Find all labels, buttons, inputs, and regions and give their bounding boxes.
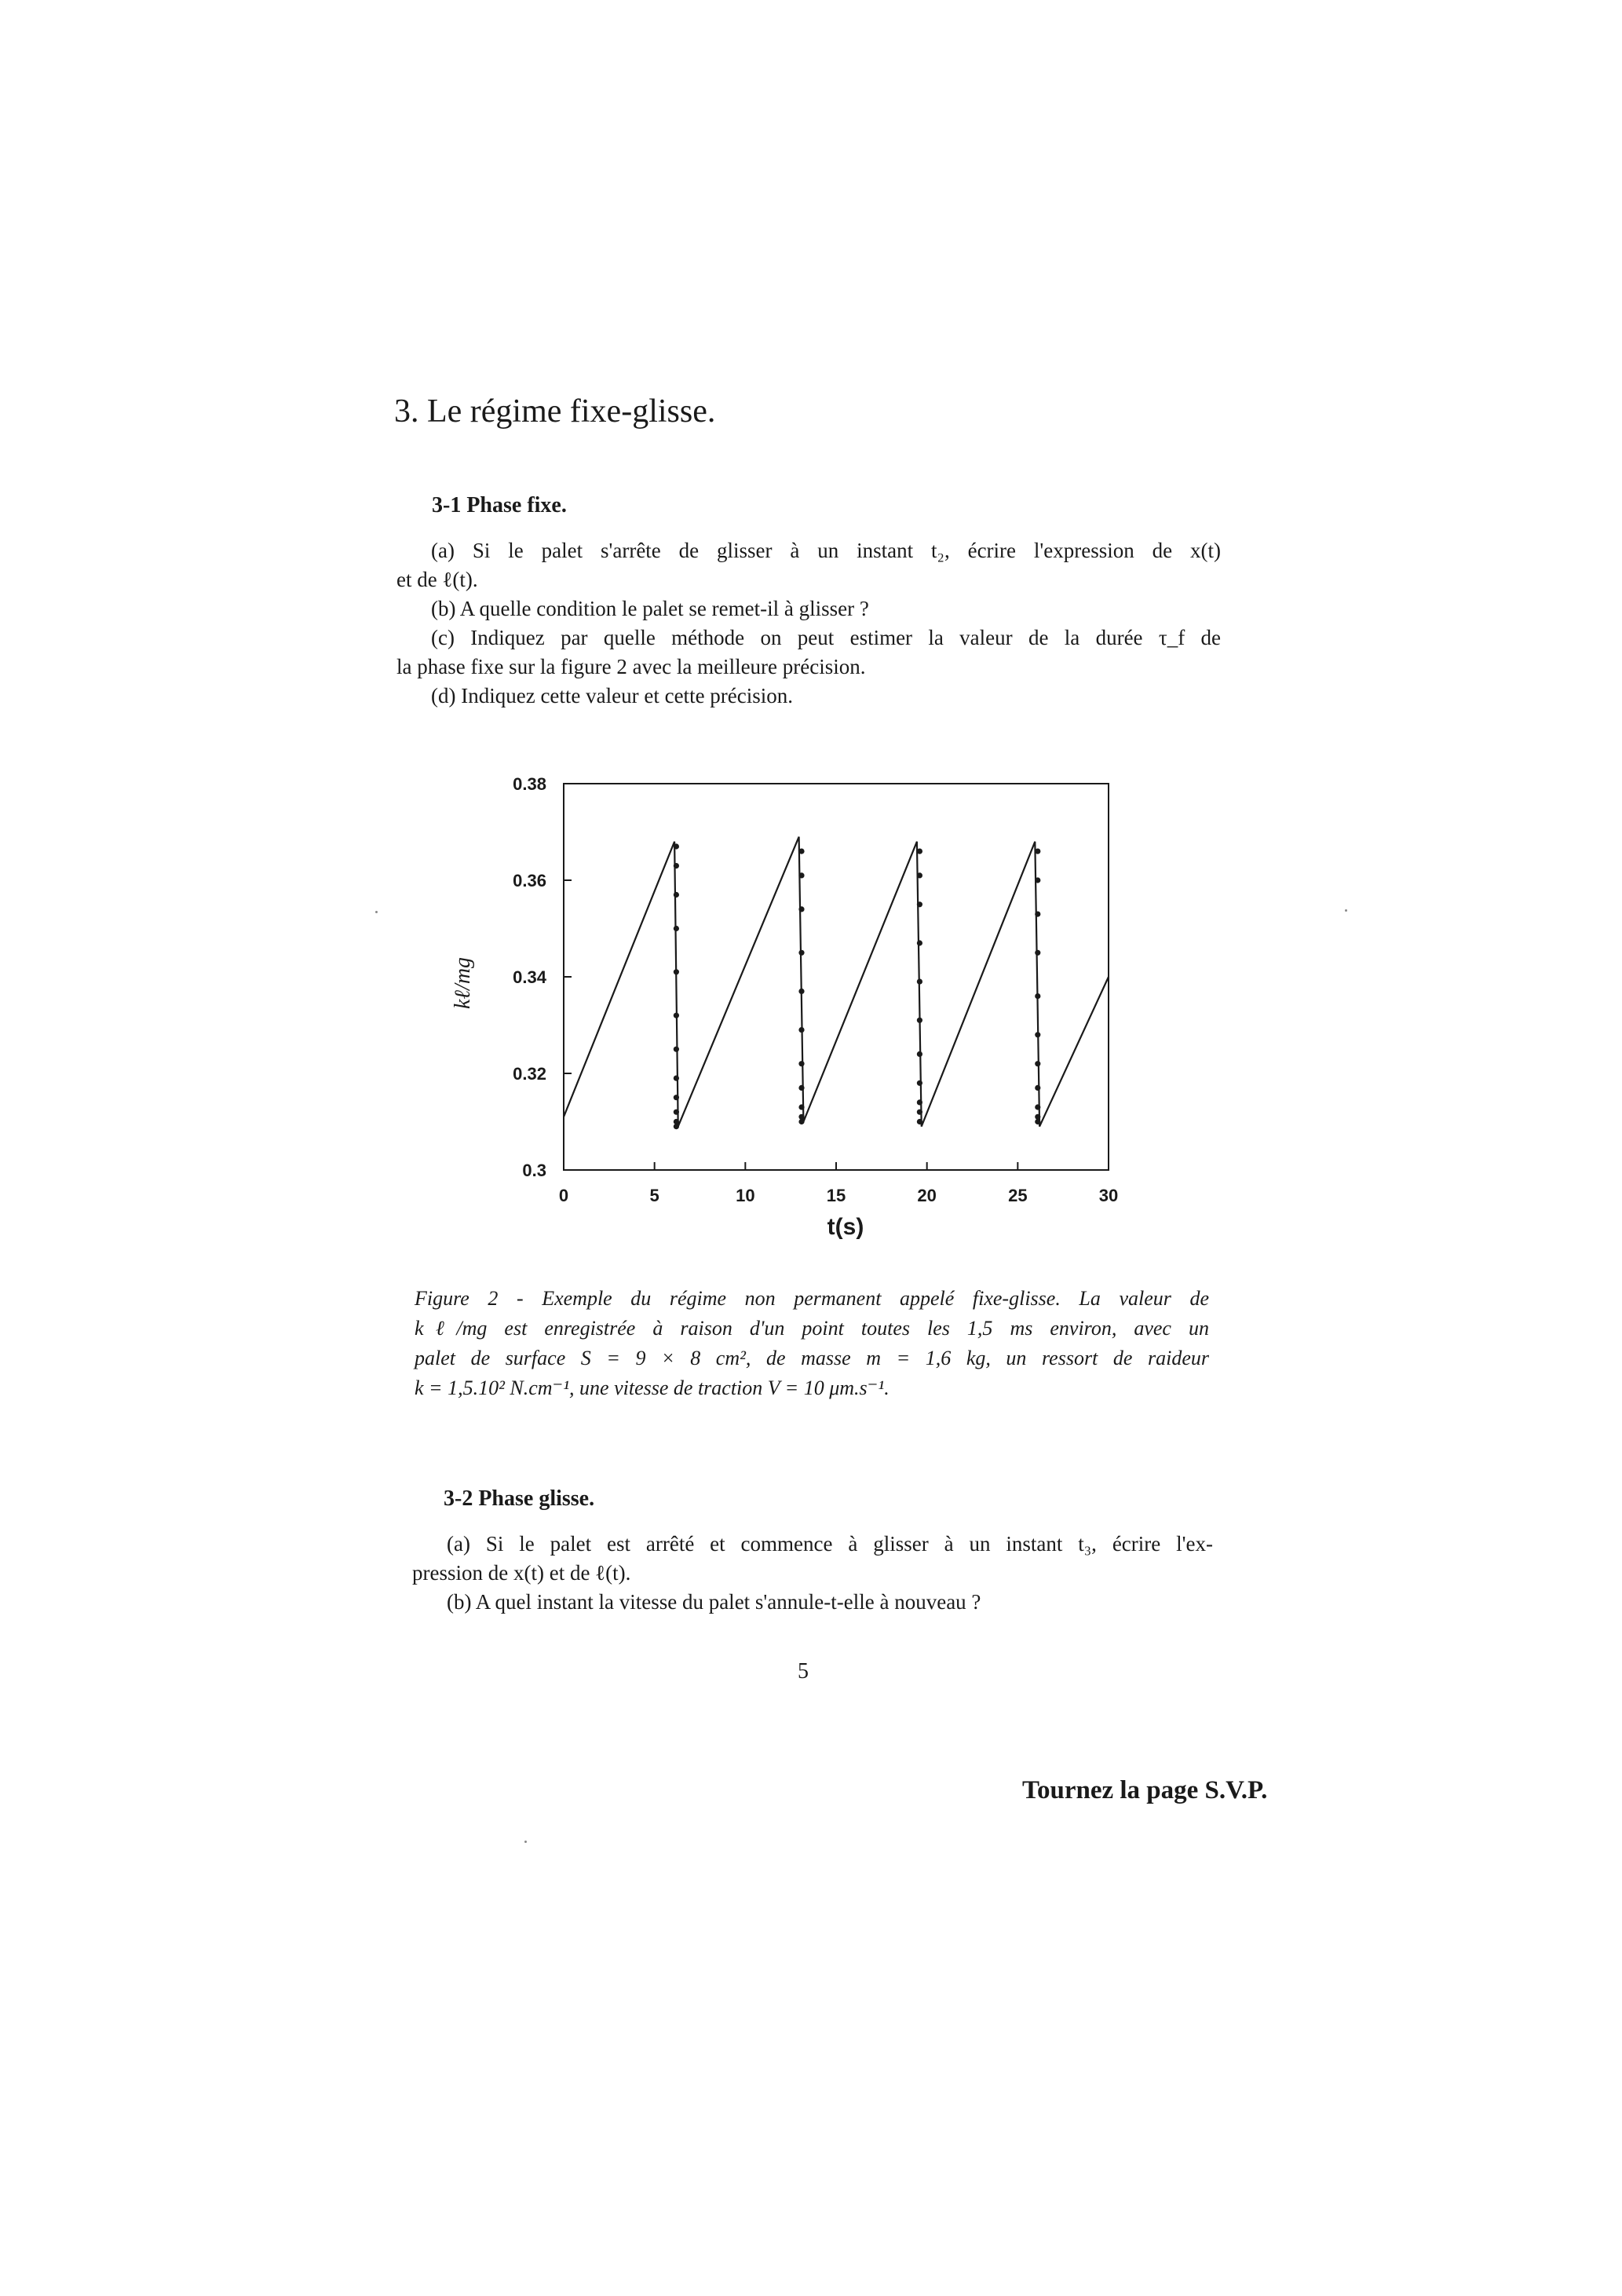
data-point — [917, 1051, 922, 1057]
question-a-line2: et de ℓ(t). — [396, 568, 478, 591]
phase-glisse-questions — [412, 1530, 1213, 1617]
question-c-line1: (c) Indiquez par quelle méthode on peut estimer la valeur de la durée τ_f de — [431, 626, 1221, 649]
caption-line4: k = 1,5.10² N.cm⁻¹, une vitesse de traction V = 10 μm.s⁻¹. — [415, 1377, 890, 1399]
scan-speck — [1345, 909, 1347, 912]
plot-frame-group — [564, 784, 1109, 1170]
y-axis-label: kℓ/mg — [451, 956, 475, 1010]
data-point — [798, 872, 804, 878]
page-number: 5 — [798, 1659, 809, 1684]
caption-line1: Figure 2 - Exemple du régime non permanent appelé fixe-glisse. La valeur de — [415, 1287, 1209, 1310]
series-line-sawtooth — [564, 837, 1109, 1127]
data-point — [798, 1119, 804, 1124]
x-tick-label: 25 — [1008, 1186, 1028, 1205]
data-point — [917, 1080, 922, 1086]
data-point — [1035, 993, 1040, 999]
data-point — [674, 926, 679, 931]
question-d-line1: (d) Indiquez cette valeur et cette précision. — [431, 684, 794, 707]
data-point — [1035, 849, 1040, 854]
caption-line2: kℓ/mg est enregistrée à raison d'un point toutes les 1,5 ms environ, avec un — [415, 1317, 1209, 1340]
data-point — [798, 1114, 804, 1120]
x-tick-label: 30 — [1098, 1186, 1119, 1205]
data-point — [798, 849, 804, 854]
data-point — [798, 950, 804, 956]
data-point — [917, 940, 922, 945]
data-point — [674, 1124, 679, 1129]
figure-caption — [415, 1284, 1209, 1403]
y-tick-label: 0.32 — [513, 1064, 546, 1084]
data-point — [798, 1061, 804, 1066]
data-point — [917, 1018, 922, 1023]
question-c-line2: la phase fixe sur la figure 2 avec la meilleure précision. — [396, 655, 866, 678]
data-point — [674, 892, 679, 898]
data-point — [1035, 1085, 1040, 1091]
y-tick-label: 0.3 — [522, 1161, 546, 1180]
data-point — [1035, 877, 1040, 883]
data-point — [1035, 1114, 1040, 1120]
caption-line3: palet de surface S = 9 × 8 cm², de masse m = 1,6 kg, un ressort de raideur — [415, 1347, 1209, 1369]
data-point — [674, 1110, 679, 1115]
question-a-line1: (a) Si le palet est arrêté et commence à glisser à un instant t₃, écrire l'ex- — [447, 1532, 1213, 1556]
data-point — [674, 1047, 679, 1052]
question-b-line1: (b) A quelle condition le palet se remet-il à glisser ? — [431, 597, 869, 620]
question-a-line2: pression de x(t) et de ℓ(t). — [412, 1561, 631, 1585]
data-point — [1035, 1119, 1040, 1124]
x-axis-label: t(s) — [827, 1214, 864, 1240]
question-b-line1: (b) A quel instant la vitesse du palet s'annule-t-elle à nouveau ? — [447, 1590, 981, 1614]
data-point — [1035, 1061, 1040, 1066]
scan-speck — [375, 911, 378, 913]
data-point — [917, 872, 922, 878]
data-point — [674, 1076, 679, 1081]
data-point — [1035, 1032, 1040, 1037]
x-tick-label: 20 — [917, 1186, 937, 1205]
y-tick-label: 0.34 — [513, 967, 546, 987]
data-point — [798, 906, 804, 912]
x-tick-label: 15 — [826, 1186, 846, 1205]
data-point — [1035, 1104, 1040, 1110]
x-tick-label: 5 — [649, 1186, 659, 1205]
data-point — [798, 1085, 804, 1091]
question-a-line1: (a) Si le palet s'arrête de glisser à un instant t₂, écrire l'expression de x(t) — [431, 539, 1221, 562]
section-title: 3. Le régime fixe-glisse. — [394, 393, 716, 430]
data-point — [917, 1119, 922, 1124]
scan-speck — [524, 1841, 527, 1843]
data-point — [917, 979, 922, 985]
data-point — [674, 843, 679, 849]
x-tick-label: 10 — [736, 1186, 755, 1205]
data-point — [674, 969, 679, 974]
data-point — [674, 1095, 679, 1100]
data-point — [1035, 950, 1040, 956]
data-point — [674, 1013, 679, 1018]
figure-2-chart — [440, 754, 1146, 1272]
data-point — [798, 1027, 804, 1033]
data-point — [917, 1099, 922, 1105]
phase-glisse-heading: 3-2 Phase glisse. — [444, 1486, 595, 1511]
data-point — [917, 901, 922, 907]
data-point — [917, 849, 922, 854]
chart-marks — [564, 837, 1109, 1130]
data-point — [674, 863, 679, 868]
data-point — [917, 1110, 922, 1115]
x-tick-label: 0 — [558, 1186, 569, 1205]
y-tick-label: 0.38 — [513, 774, 546, 794]
data-point — [798, 1104, 804, 1110]
turn-page-note: Tournez la page S.V.P. — [1022, 1776, 1268, 1804]
y-tick-label: 0.36 — [513, 871, 546, 890]
phase-fixe-questions — [396, 536, 1221, 711]
data-point — [798, 989, 804, 994]
phase-fixe-heading: 3-1 Phase fixe. — [432, 493, 567, 517]
plot-frame — [564, 784, 1109, 1170]
data-point — [1035, 912, 1040, 917]
chart-ticks — [513, 774, 1118, 1205]
